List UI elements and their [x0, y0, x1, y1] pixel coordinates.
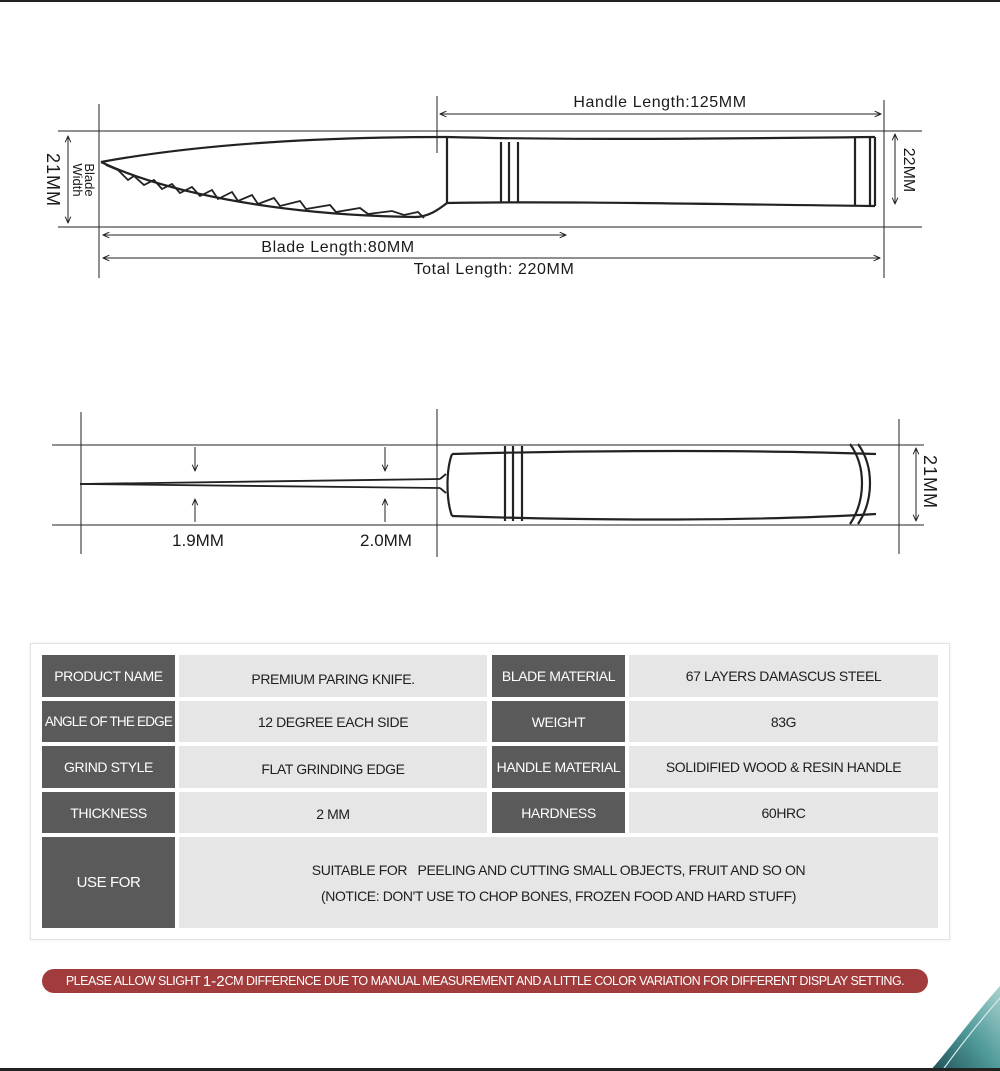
- side-handle: [448, 444, 877, 524]
- angle-value: 12 DEGREE EACH SIDE: [179, 701, 487, 742]
- weight-value: 83G: [629, 701, 938, 742]
- side-blade: [80, 474, 446, 493]
- weight-label: WEIGHT: [492, 701, 625, 742]
- use-for-line-1: SUITABLE FOR PEELING AND CUTTING SMALL OBJECTS, FRUIT AND SO ON: [311, 861, 806, 878]
- handle-material-value: SOLIDIFIED WOOD & RESIN HANDLE: [629, 746, 938, 788]
- angle-label: ANGLE OF THE EDGE: [42, 701, 175, 742]
- handle-length-label: Handle Length:125MM: [573, 94, 747, 111]
- use-for-label: USE FOR: [42, 837, 175, 928]
- hardness-value: 60HRC: [629, 792, 938, 833]
- corner-blade-decoration: [930, 986, 1000, 1071]
- notice-prefix: PLEASE ALLOW SLIGHT: [65, 974, 203, 988]
- thickness-label-2: 2.0MM: [360, 531, 412, 550]
- blade-material-label: BLADE MATERIAL: [492, 655, 625, 697]
- notice-suffix: CM DIFFERENCE DUE TO MANUAL MEASUREMENT AND A LITTLE COLOR VARIATION FOR DIFFERENT DISPLAY SETTING.: [224, 974, 905, 988]
- measurement-notice-banner: [42, 969, 928, 993]
- handle-height-label: 21MM: [920, 454, 940, 510]
- thickness-spec-label: THICKNESS: [42, 792, 175, 833]
- total-length-label: Total Length: 220MM: [413, 261, 575, 278]
- handle-material-label: HANDLE MATERIAL: [492, 746, 625, 788]
- handle-outline: [447, 137, 875, 206]
- hardness-label: HARDNESS: [492, 792, 625, 833]
- blade-width-label-line2: Width: [70, 163, 85, 197]
- grind-style-value: FLAT GRINDING EDGE: [179, 746, 487, 788]
- use-for-line-2: (NOTICE: DON'T USE TO CHOP BONES, FROZEN FOOD AND HARD STUFF): [320, 887, 797, 904]
- handle-width-label: 22MM: [900, 147, 917, 193]
- blade-material-value: 67 LAYERS DAMASCUS STEEL: [629, 655, 938, 697]
- blade-width-value: 21MM: [43, 152, 63, 208]
- product-name-label: PRODUCT NAME: [42, 655, 175, 697]
- product-name-value: PREMIUM PARING KNIFE.: [179, 655, 487, 697]
- use-for-value: [179, 837, 938, 928]
- notice-range: 1-2: [202, 972, 225, 990]
- blade-width-label-line1: Blade: [82, 163, 97, 197]
- thickness-spec-value: 2 MM: [179, 792, 487, 833]
- blade-outline: [101, 137, 447, 218]
- grind-style-label: GRIND STYLE: [42, 746, 175, 788]
- top-view: [58, 96, 922, 278]
- blade-length-label: Blade Length:80MM: [261, 239, 415, 256]
- thickness-label-1: 1.9MM: [172, 531, 224, 550]
